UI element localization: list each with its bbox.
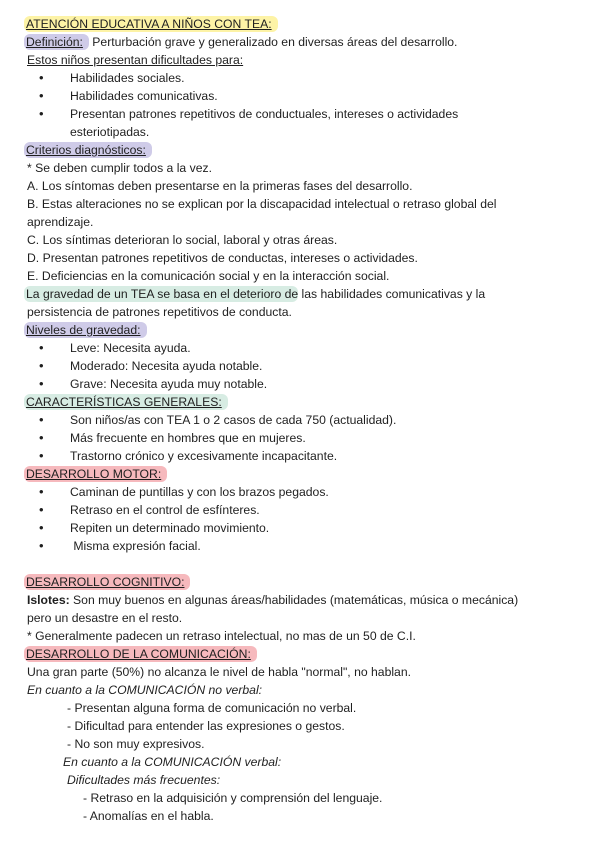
- list-item: Repiten un determinado movimiento.: [70, 521, 270, 535]
- cognitivo-note: * Generalmente padecen un retraso intelectual, no mas de un 50 de C.I.: [27, 629, 416, 643]
- criterio-line: B. Estas alteraciones no se explican por la discapacidad intelectual o retraso global del: [27, 197, 497, 211]
- caracteristicas-heading: CARACTERÍSTICAS GENERALES:: [27, 393, 228, 411]
- bullet-icon: •: [39, 70, 44, 85]
- criterio-line: aprendizaje.: [27, 215, 94, 229]
- dificultades-intro: Estos niños presentan dificultades para:: [27, 53, 244, 67]
- list-item: Leve: Necesita ayuda.: [70, 341, 191, 355]
- bullet-icon: •: [39, 430, 44, 445]
- criterio-line: A. Los síntomas deben presentarse en la primeras fases del desarrollo.: [27, 179, 413, 193]
- comunicacion-line: Una gran parte (50%) no alcanza le nivel de habla "normal", no hablan.: [27, 665, 411, 679]
- list-item-continuation: esteriotipadas.: [70, 125, 150, 139]
- niveles-heading: Niveles de gravedad:: [27, 321, 147, 339]
- criterios-heading: Criterios diagnósticos:: [27, 141, 152, 159]
- list-item: Caminan de puntillas y con los brazos pegados.: [70, 485, 329, 499]
- criterio-line: E. Deficiencias en la comunicación social y en la interacción social.: [27, 269, 390, 283]
- bullet-icon: •: [39, 484, 44, 499]
- page-title: ATENCIÓN EDUCATIVA A NIÑOS CON TEA:: [27, 15, 278, 33]
- gravedad-line-2: persistencia de patrones repetitivos de conducta.: [27, 305, 292, 319]
- list-item: Retraso en el control de esfínteres.: [70, 503, 260, 517]
- bullet-icon: •: [39, 520, 44, 535]
- bullet-icon: •: [39, 538, 44, 553]
- cognitivo-heading: DESARROLLO COGNITIVO:: [27, 573, 190, 591]
- islotes-line: Islotes: Son muy buenos en algunas áreas/habilidades (matemáticas, música o mecánica): [27, 593, 519, 607]
- criterio-line: C. Los síntimas deterioran lo social, laboral y otras áreas.: [27, 233, 338, 247]
- gravedad-line: La gravedad de un TEA se basa en el deterioro de las habilidades comunicativas y la: [26, 287, 486, 301]
- islotes-label: Islotes:: [27, 593, 70, 607]
- bullet-icon: •: [39, 412, 44, 427]
- definicion-line: Definición: Perturbación grave y generalizado en diversas áreas del desarrollo.: [26, 35, 458, 49]
- list-item: Trastorno crónico y excesivamente incapacitante.: [70, 449, 338, 463]
- list-item: Moderado: Necesita ayuda notable.: [70, 359, 263, 373]
- dificultades-heading: Dificultades más frecuentes:: [67, 773, 221, 787]
- definicion-label: Definición:: [24, 34, 89, 50]
- list-item: Habilidades sociales.: [70, 71, 185, 85]
- motor-heading: DESARROLLO MOTOR:: [27, 465, 167, 483]
- criterio-line: * Se deben cumplir todos a la vez.: [27, 161, 212, 175]
- list-item: Presentan patrones repetitivos de conductuales, intereses o actividades: [70, 107, 459, 121]
- list-item: - Retraso en la adquisición y comprensión del lenguaje.: [83, 791, 383, 805]
- islotes-line-2: pero un desastre en el resto.: [27, 611, 183, 625]
- list-item: Misma expresión facial.: [70, 539, 201, 553]
- verbal-heading: En cuanto a la COMUNICACIÓN verbal:: [63, 755, 282, 769]
- list-item: - Dificultad para entender las expresiones o gestos.: [67, 719, 345, 733]
- bullet-icon: •: [39, 376, 44, 391]
- criterio-line: D. Presentan patrones repetitivos de conductas, intereses o actividades.: [27, 251, 418, 265]
- bullet-icon: •: [39, 88, 44, 103]
- list-item: Habilidades comunicativas.: [70, 89, 218, 103]
- list-item: Más frecuente en hombres que en mujeres.: [70, 431, 306, 445]
- bullet-icon: •: [39, 340, 44, 355]
- gravedad-highlight: La gravedad de un TEA se basa en el deterioro de: [26, 287, 299, 301]
- bullet-icon: •: [39, 502, 44, 517]
- list-item: - Presentan alguna forma de comunicación no verbal.: [67, 701, 357, 715]
- list-item: - Anomalías en el habla.: [83, 809, 214, 823]
- list-item: Grave: Necesita ayuda muy notable.: [70, 377, 268, 391]
- no-verbal-heading: En cuanto a la COMUNICACIÓN no verbal:: [27, 683, 263, 697]
- list-item: - No son muy expresivos.: [67, 737, 205, 751]
- bullet-icon: •: [39, 106, 44, 121]
- list-item: Son niños/as con TEA 1 o 2 casos de cada 750 (actualidad).: [70, 413, 397, 427]
- bullet-icon: •: [39, 358, 44, 373]
- bullet-icon: •: [39, 448, 44, 463]
- comunicacion-heading: DESARROLLO DE LA COMUNICACIÓN:: [27, 645, 257, 663]
